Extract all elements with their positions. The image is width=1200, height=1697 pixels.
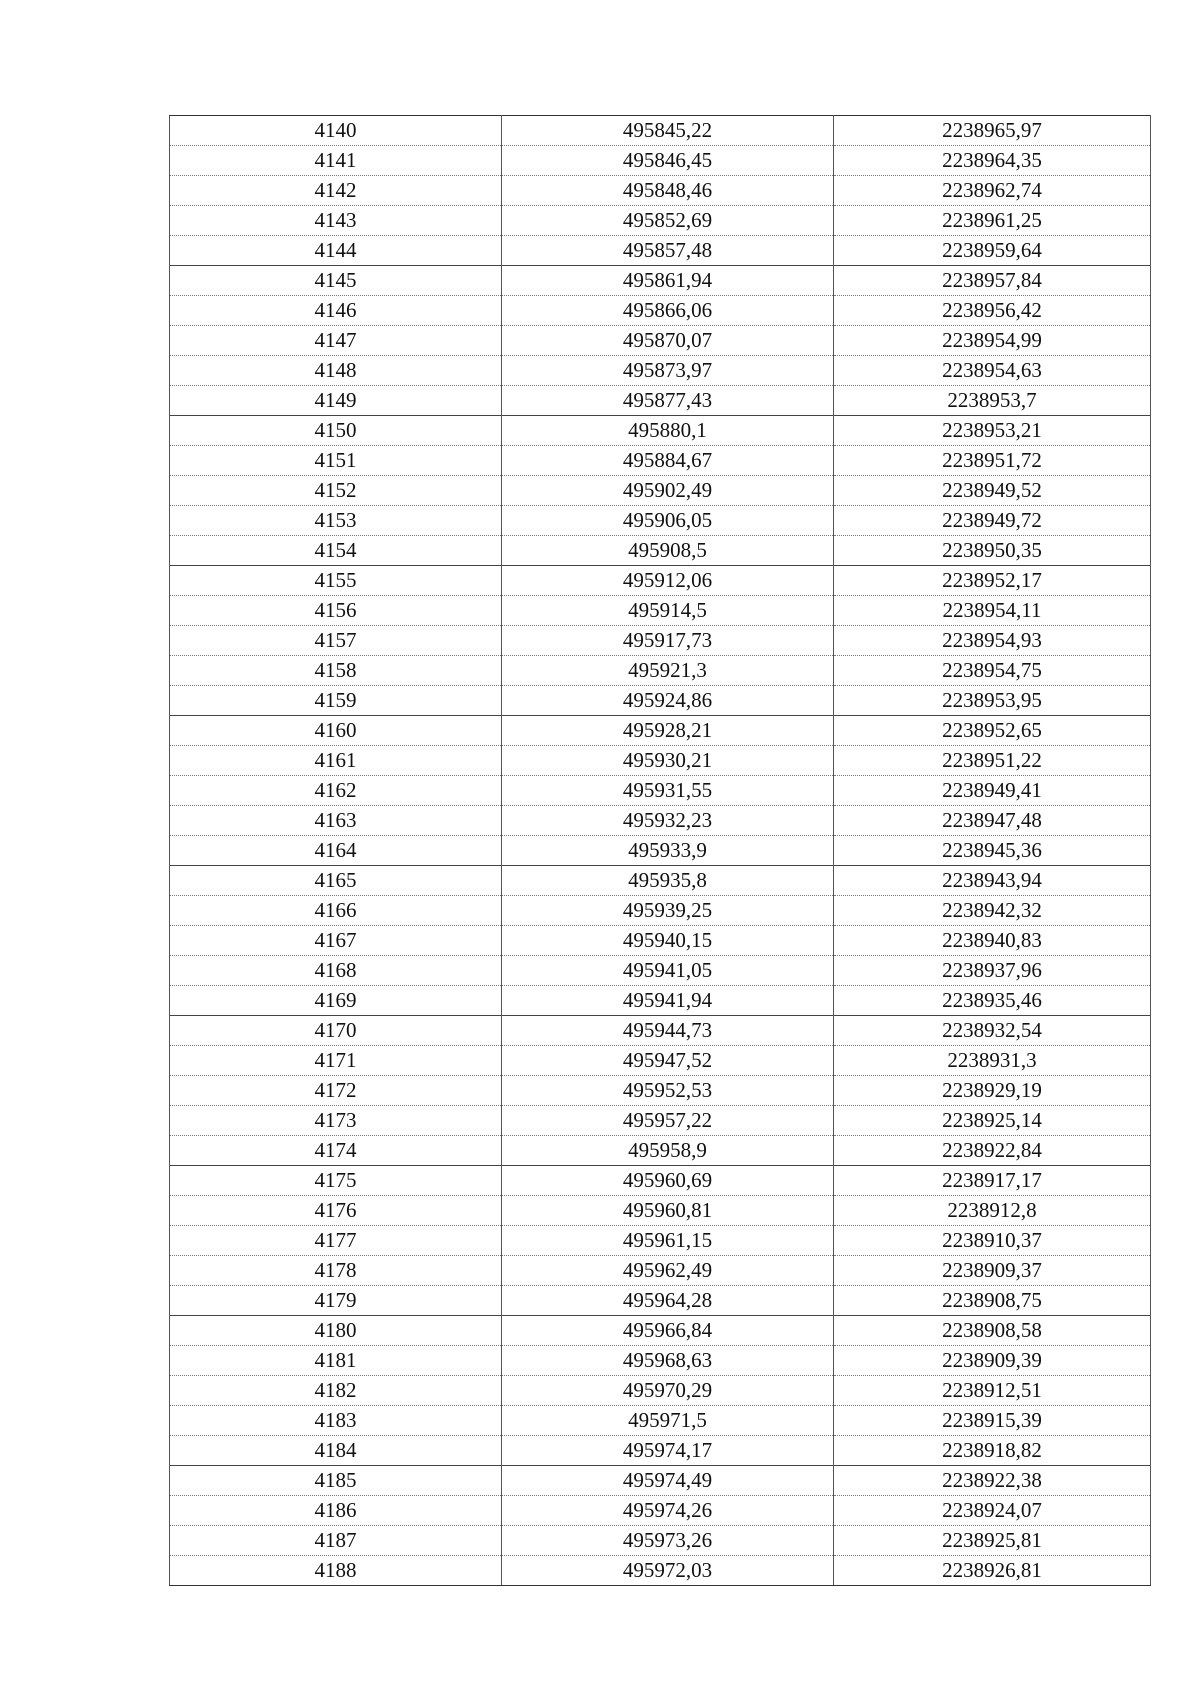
table-row [170,1466,1151,1496]
table-row [170,1406,1151,1436]
x-coordinate-cell: 495941,05 [502,956,834,986]
table-row [170,236,1151,266]
x-coordinate-cell: 495912,06 [502,566,834,596]
x-coordinate-cell: 495873,97 [502,356,834,386]
table-row [170,1346,1151,1376]
table-row [170,656,1151,686]
x-coordinate-cell: 495960,69 [502,1166,834,1196]
y-coordinate-cell: 2238935,46 [834,986,1151,1016]
y-coordinate-cell: 2238932,54 [834,1016,1151,1046]
table-row [170,1226,1151,1256]
table-row [170,146,1151,176]
y-coordinate-cell: 2238909,37 [834,1256,1151,1286]
y-coordinate-cell: 2238922,38 [834,1466,1151,1496]
table-row [170,686,1151,716]
point-number-cell: 4147 [170,326,502,356]
y-coordinate-cell: 2238945,36 [834,836,1151,866]
point-number-cell: 4165 [170,866,502,896]
x-coordinate-cell: 495902,49 [502,476,834,506]
point-number-cell: 4179 [170,1286,502,1316]
table-row [170,1196,1151,1226]
point-number-cell: 4149 [170,386,502,416]
table-row [170,446,1151,476]
y-coordinate-cell: 2238943,94 [834,866,1151,896]
point-number-cell: 4152 [170,476,502,506]
point-number-cell: 4157 [170,626,502,656]
x-coordinate-cell: 495846,45 [502,146,834,176]
table-row [170,566,1151,596]
point-number-cell: 4146 [170,296,502,326]
x-coordinate-cell: 495930,21 [502,746,834,776]
point-number-cell: 4170 [170,1016,502,1046]
table-row [170,1376,1151,1406]
y-coordinate-cell: 2238949,72 [834,506,1151,536]
point-number-cell: 4159 [170,686,502,716]
point-number-cell: 4140 [170,116,502,146]
table-row [170,956,1151,986]
point-number-cell: 4141 [170,146,502,176]
y-coordinate-cell: 2238965,97 [834,116,1151,146]
x-coordinate-cell: 495973,26 [502,1526,834,1556]
point-number-cell: 4168 [170,956,502,986]
x-coordinate-cell: 495914,5 [502,596,834,626]
x-coordinate-cell: 495952,53 [502,1076,834,1106]
x-coordinate-cell: 495928,21 [502,716,834,746]
y-coordinate-cell: 2238949,52 [834,476,1151,506]
point-number-cell: 4186 [170,1496,502,1526]
y-coordinate-cell: 2238917,17 [834,1166,1151,1196]
table-row [170,926,1151,956]
table-row [170,476,1151,506]
x-coordinate-cell: 495968,63 [502,1346,834,1376]
table-row [170,746,1151,776]
x-coordinate-cell: 495884,67 [502,446,834,476]
table-row [170,806,1151,836]
y-coordinate-cell: 2238951,72 [834,446,1151,476]
x-coordinate-cell: 495970,29 [502,1376,834,1406]
table-row [170,596,1151,626]
x-coordinate-cell: 495877,43 [502,386,834,416]
point-number-cell: 4162 [170,776,502,806]
y-coordinate-cell: 2238954,63 [834,356,1151,386]
point-number-cell: 4178 [170,1256,502,1286]
point-number-cell: 4187 [170,1526,502,1556]
y-coordinate-cell: 2238912,51 [834,1376,1151,1406]
y-coordinate-cell: 2238956,42 [834,296,1151,326]
y-coordinate-cell: 2238954,99 [834,326,1151,356]
x-coordinate-cell: 495852,69 [502,206,834,236]
point-number-cell: 4184 [170,1436,502,1466]
coordinates-table [169,115,1151,1586]
table-row [170,1556,1151,1586]
table-row [170,716,1151,746]
point-number-cell: 4174 [170,1136,502,1166]
point-number-cell: 4143 [170,206,502,236]
table-row [170,1046,1151,1076]
y-coordinate-cell: 2238951,22 [834,746,1151,776]
y-coordinate-cell: 2238950,35 [834,536,1151,566]
x-coordinate-cell: 495906,05 [502,506,834,536]
y-coordinate-cell: 2238954,75 [834,656,1151,686]
y-coordinate-cell: 2238925,14 [834,1106,1151,1136]
point-number-cell: 4166 [170,896,502,926]
coordinates-table-body [170,116,1151,1586]
y-coordinate-cell: 2238910,37 [834,1226,1151,1256]
table-row [170,176,1151,206]
x-coordinate-cell: 495870,07 [502,326,834,356]
y-coordinate-cell: 2238949,41 [834,776,1151,806]
x-coordinate-cell: 495962,49 [502,1256,834,1286]
y-coordinate-cell: 2238953,21 [834,416,1151,446]
x-coordinate-cell: 495960,81 [502,1196,834,1226]
x-coordinate-cell: 495866,06 [502,296,834,326]
x-coordinate-cell: 495908,5 [502,536,834,566]
point-number-cell: 4185 [170,1466,502,1496]
x-coordinate-cell: 495848,46 [502,176,834,206]
x-coordinate-cell: 495964,28 [502,1286,834,1316]
table-row [170,986,1151,1016]
point-number-cell: 4155 [170,566,502,596]
point-number-cell: 4164 [170,836,502,866]
x-coordinate-cell: 495917,73 [502,626,834,656]
table-row [170,1136,1151,1166]
table-row [170,776,1151,806]
table-row [170,626,1151,656]
table-row [170,386,1151,416]
table-row [170,536,1151,566]
y-coordinate-cell: 2238953,95 [834,686,1151,716]
x-coordinate-cell: 495944,73 [502,1016,834,1046]
y-coordinate-cell: 2238918,82 [834,1436,1151,1466]
y-coordinate-cell: 2238961,25 [834,206,1151,236]
point-number-cell: 4154 [170,536,502,566]
x-coordinate-cell: 495924,86 [502,686,834,716]
point-number-cell: 4158 [170,656,502,686]
table-row [170,896,1151,926]
table-row [170,836,1151,866]
point-number-cell: 4188 [170,1556,502,1586]
table-row [170,1286,1151,1316]
point-number-cell: 4180 [170,1316,502,1346]
table-row [170,206,1151,236]
point-number-cell: 4151 [170,446,502,476]
table-row [170,1166,1151,1196]
x-coordinate-cell: 495974,49 [502,1466,834,1496]
y-coordinate-cell: 2238908,75 [834,1286,1151,1316]
point-number-cell: 4172 [170,1076,502,1106]
table-row [170,296,1151,326]
y-coordinate-cell: 2238952,17 [834,566,1151,596]
x-coordinate-cell: 495933,9 [502,836,834,866]
table-row [170,1076,1151,1106]
y-coordinate-cell: 2238942,32 [834,896,1151,926]
point-number-cell: 4176 [170,1196,502,1226]
table-row [170,1436,1151,1466]
y-coordinate-cell: 2238922,84 [834,1136,1151,1166]
point-number-cell: 4145 [170,266,502,296]
table-row [170,506,1151,536]
table-row [170,326,1151,356]
point-number-cell: 4175 [170,1166,502,1196]
point-number-cell: 4163 [170,806,502,836]
y-coordinate-cell: 2238909,39 [834,1346,1151,1376]
y-coordinate-cell: 2238957,84 [834,266,1151,296]
y-coordinate-cell: 2238952,65 [834,716,1151,746]
table-row [170,1106,1151,1136]
x-coordinate-cell: 495971,5 [502,1406,834,1436]
y-coordinate-cell: 2238954,11 [834,596,1151,626]
point-number-cell: 4150 [170,416,502,446]
x-coordinate-cell: 495861,94 [502,266,834,296]
x-coordinate-cell: 495880,1 [502,416,834,446]
y-coordinate-cell: 2238915,39 [834,1406,1151,1436]
x-coordinate-cell: 495974,17 [502,1436,834,1466]
table-row [170,1016,1151,1046]
x-coordinate-cell: 495958,9 [502,1136,834,1166]
x-coordinate-cell: 495932,23 [502,806,834,836]
x-coordinate-cell: 495941,94 [502,986,834,1016]
y-coordinate-cell: 2238924,07 [834,1496,1151,1526]
table-row [170,1496,1151,1526]
y-coordinate-cell: 2238908,58 [834,1316,1151,1346]
point-number-cell: 4173 [170,1106,502,1136]
y-coordinate-cell: 2238954,93 [834,626,1151,656]
point-number-cell: 4144 [170,236,502,266]
x-coordinate-cell: 495939,25 [502,896,834,926]
table-row [170,1256,1151,1286]
x-coordinate-cell: 495957,22 [502,1106,834,1136]
point-number-cell: 4167 [170,926,502,956]
table-row [170,116,1151,146]
table-row [170,266,1151,296]
point-number-cell: 4153 [170,506,502,536]
x-coordinate-cell: 495974,26 [502,1496,834,1526]
table-row [170,356,1151,386]
point-number-cell: 4181 [170,1346,502,1376]
point-number-cell: 4142 [170,176,502,206]
y-coordinate-cell: 2238929,19 [834,1076,1151,1106]
x-coordinate-cell: 495857,48 [502,236,834,266]
table-row [170,1526,1151,1556]
x-coordinate-cell: 495940,15 [502,926,834,956]
table-row [170,866,1151,896]
y-coordinate-cell: 2238937,96 [834,956,1151,986]
y-coordinate-cell: 2238959,64 [834,236,1151,266]
y-coordinate-cell: 2238926,81 [834,1556,1151,1586]
y-coordinate-cell: 2238940,83 [834,926,1151,956]
y-coordinate-cell: 2238912,8 [834,1196,1151,1226]
x-coordinate-cell: 495931,55 [502,776,834,806]
point-number-cell: 4183 [170,1406,502,1436]
table-row [170,1316,1151,1346]
point-number-cell: 4182 [170,1376,502,1406]
point-number-cell: 4171 [170,1046,502,1076]
y-coordinate-cell: 2238962,74 [834,176,1151,206]
x-coordinate-cell: 495935,8 [502,866,834,896]
y-coordinate-cell: 2238964,35 [834,146,1151,176]
x-coordinate-cell: 495972,03 [502,1556,834,1586]
y-coordinate-cell: 2238925,81 [834,1526,1151,1556]
x-coordinate-cell: 495947,52 [502,1046,834,1076]
point-number-cell: 4148 [170,356,502,386]
point-number-cell: 4161 [170,746,502,776]
y-coordinate-cell: 2238953,7 [834,386,1151,416]
x-coordinate-cell: 495921,3 [502,656,834,686]
point-number-cell: 4160 [170,716,502,746]
point-number-cell: 4156 [170,596,502,626]
x-coordinate-cell: 495966,84 [502,1316,834,1346]
point-number-cell: 4177 [170,1226,502,1256]
x-coordinate-cell: 495845,22 [502,116,834,146]
y-coordinate-cell: 2238947,48 [834,806,1151,836]
table-row [170,416,1151,446]
y-coordinate-cell: 2238931,3 [834,1046,1151,1076]
point-number-cell: 4169 [170,986,502,1016]
x-coordinate-cell: 495961,15 [502,1226,834,1256]
